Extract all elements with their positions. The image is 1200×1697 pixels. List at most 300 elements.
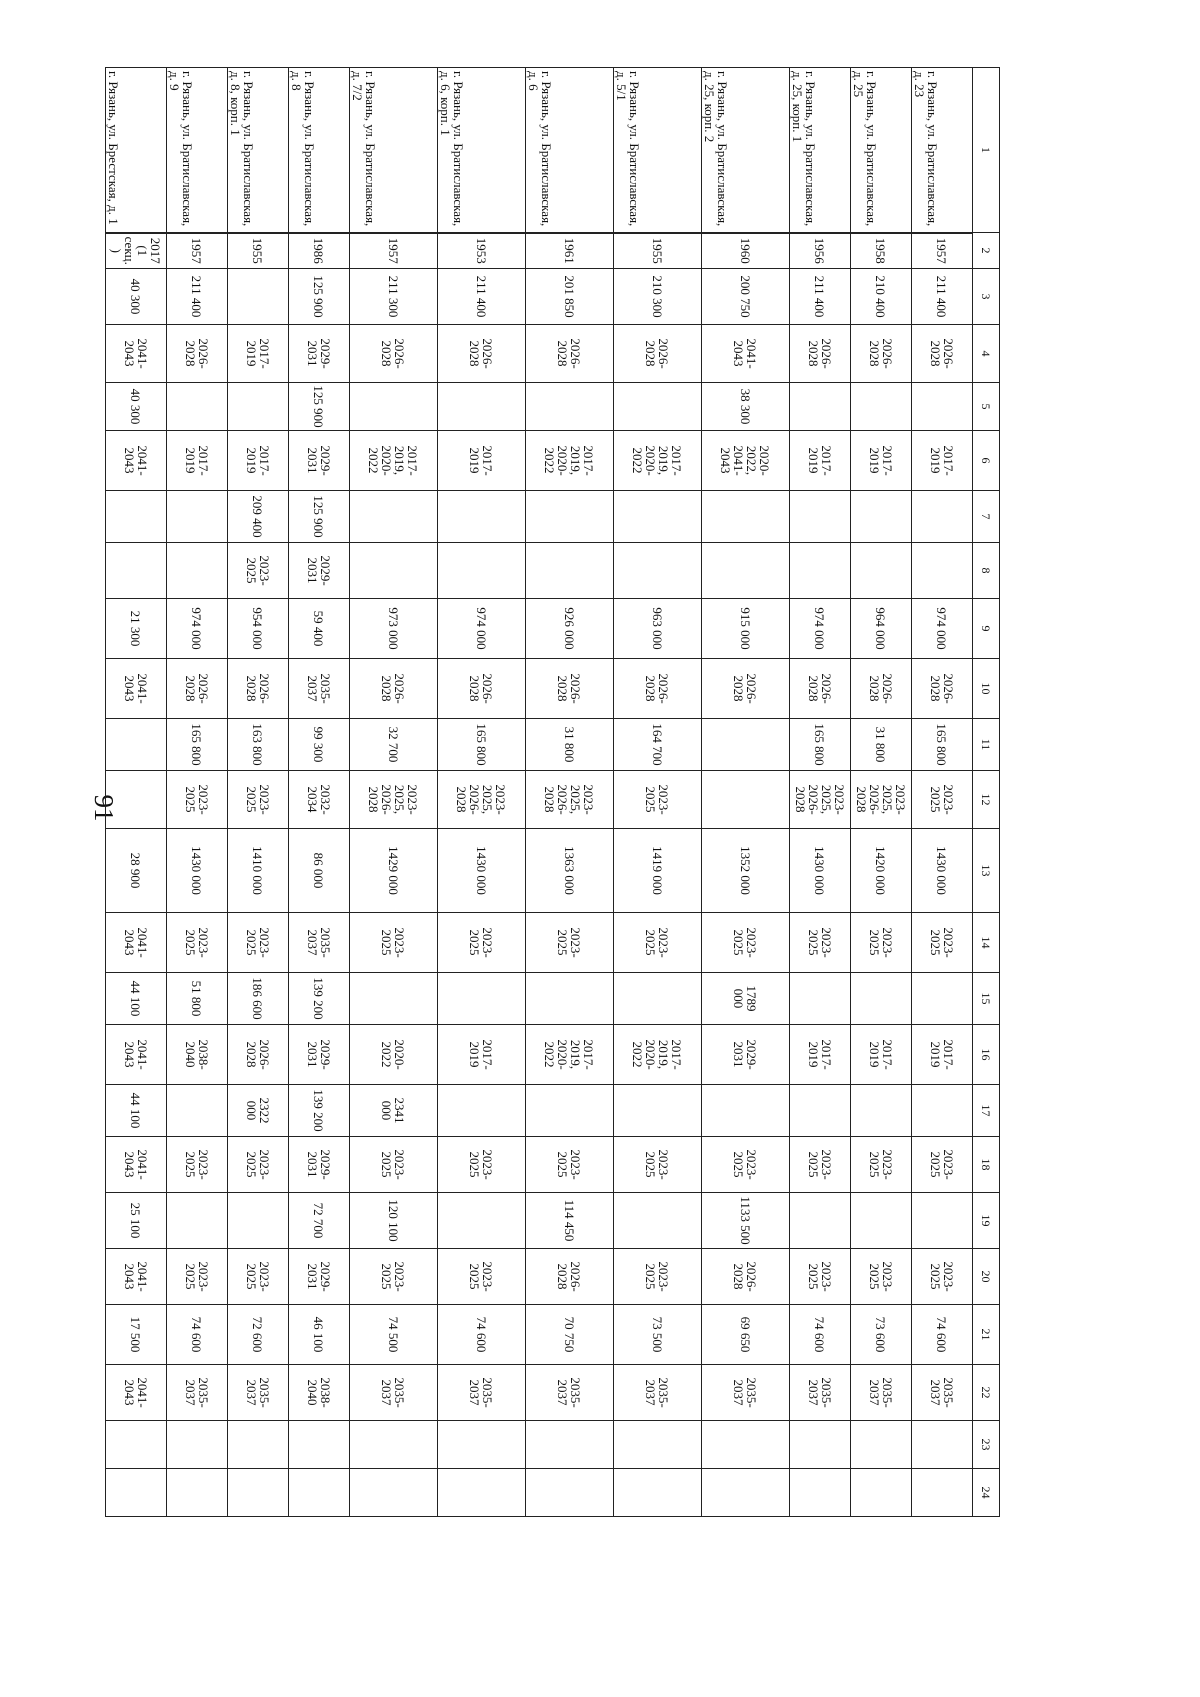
cell-col-8 [614, 543, 702, 599]
cell-col-8 [167, 543, 228, 599]
cell-col-14: 2023-2025 [790, 913, 851, 973]
cell-col-15 [851, 973, 912, 1025]
cell-col-15: 44 100 [106, 973, 167, 1025]
cell-col-10: 2026-2028 [167, 659, 228, 719]
cell-col-6: 2017-2019 [912, 431, 973, 491]
cell-col-7 [350, 491, 438, 543]
cell-col-8 [851, 543, 912, 599]
cell-col-4: 2017-2019 [228, 325, 289, 383]
address-cell: г. Рязань, ул. Братиславская, д. 25, корп. 2 [702, 68, 790, 233]
cell-col-10: 2026-2028 [438, 659, 526, 719]
cell-col-22: 2035-2037 [912, 1365, 973, 1421]
cell-col-4: 2029-2031 [289, 325, 350, 383]
cell-col-23 [289, 1421, 350, 1469]
cell-col-19: 72 700 [289, 1193, 350, 1249]
cell-col-2: 1955 [228, 233, 289, 269]
cell-col-10: 2026-2028 [350, 659, 438, 719]
cell-col-11: 31 800 [851, 719, 912, 771]
cell-col-17: 139 200 [289, 1085, 350, 1137]
cell-col-12: 2023-2025 [167, 771, 228, 829]
table-row [526, 68, 614, 1517]
cell-col-21: 70 750 [526, 1305, 614, 1365]
cell-col-6: 2017-2019 [438, 431, 526, 491]
cell-col-2: 2017 (1 секц.) [106, 233, 167, 269]
cell-col-5 [790, 383, 851, 431]
cell-col-16: 2020-2022 [350, 1025, 438, 1085]
cell-col-2: 1955 [614, 233, 702, 269]
cell-col-12: 2023-2025 [228, 771, 289, 829]
cell-col-8 [526, 543, 614, 599]
address-cell: г. Рязань, ул. Братиславская, д. 5/1 [614, 68, 702, 233]
cell-col-13: 1429 000 [350, 829, 438, 913]
cell-col-20: 2023-2025 [228, 1249, 289, 1305]
cell-col-11: 165 800 [167, 719, 228, 771]
cell-col-22: 2035-2037 [614, 1365, 702, 1421]
column-number-21: 21 [973, 1305, 1000, 1365]
column-number-6: 6 [973, 431, 1000, 491]
cell-col-18: 2023-2025 [438, 1137, 526, 1193]
cell-col-20: 2023-2025 [167, 1249, 228, 1305]
cell-col-7 [702, 491, 790, 543]
cell-col-7 [851, 491, 912, 543]
table-row [790, 68, 851, 1517]
rotated-table-sheet [106, 67, 1000, 1507]
cell-col-18: 2023-2025 [702, 1137, 790, 1193]
cell-col-5 [526, 383, 614, 431]
cell-col-22: 2035-2037 [167, 1365, 228, 1421]
column-number-15: 15 [973, 973, 1000, 1025]
cell-col-12: 2023-2025, 2026-2028 [438, 771, 526, 829]
cell-col-16: 2017-2019 [912, 1025, 973, 1085]
cell-col-5 [350, 383, 438, 431]
address-cell: г. Рязань, ул. Братиславская, д. 9 [167, 68, 228, 233]
cell-col-19: 25 100 [106, 1193, 167, 1249]
cell-col-8 [702, 543, 790, 599]
cell-col-12: 2023-2025, 2026-2028 [790, 771, 851, 829]
cell-col-15 [614, 973, 702, 1025]
cell-col-4: 2026-2028 [790, 325, 851, 383]
cell-col-3: 211 300 [350, 269, 438, 325]
cell-col-10: 2026-2028 [614, 659, 702, 719]
cell-col-18: 2041-2043 [106, 1137, 167, 1193]
cell-col-21: 74 500 [350, 1305, 438, 1365]
cell-col-20: 2041-2043 [106, 1249, 167, 1305]
table-row [289, 68, 350, 1517]
cell-col-24 [614, 1469, 702, 1517]
cell-col-9: 964 000 [851, 599, 912, 659]
cell-col-12: 2023-2025, 2026-2028 [526, 771, 614, 829]
cell-col-20: 2023-2025 [350, 1249, 438, 1305]
cell-col-14: 2023-2025 [438, 913, 526, 973]
cell-col-10: 2041-2043 [106, 659, 167, 719]
table-row [167, 68, 228, 1517]
table-row [702, 68, 790, 1517]
cell-col-17 [851, 1085, 912, 1137]
cell-col-13: 1410 000 [228, 829, 289, 913]
cell-col-21: 74 600 [167, 1305, 228, 1365]
cell-col-7: 209 400 [228, 491, 289, 543]
cell-col-15: 51 800 [167, 973, 228, 1025]
cell-col-21: 74 600 [438, 1305, 526, 1365]
cell-col-16: 2026-2028 [228, 1025, 289, 1085]
cell-col-12: 2032-2034 [289, 771, 350, 829]
cell-col-19: 1133 500 [702, 1193, 790, 1249]
cell-col-12: 2023-2025 [912, 771, 973, 829]
cell-col-20: 2023-2025 [438, 1249, 526, 1305]
cell-col-11: 164 700 [614, 719, 702, 771]
cell-col-4: 2026-2028 [614, 325, 702, 383]
table-row [438, 68, 526, 1517]
cell-col-4: 2026-2028 [350, 325, 438, 383]
cell-col-7 [912, 491, 973, 543]
cell-col-9: 973 000 [350, 599, 438, 659]
cell-col-17 [790, 1085, 851, 1137]
cell-col-3 [228, 269, 289, 325]
cell-col-23 [106, 1421, 167, 1469]
cell-col-12 [702, 771, 790, 829]
table-row [350, 68, 438, 1517]
cell-col-4: 2041-2043 [702, 325, 790, 383]
cell-col-14: 2023-2025 [912, 913, 973, 973]
cell-col-5: 38 300 [702, 383, 790, 431]
cell-col-23 [702, 1421, 790, 1469]
cell-col-22: 2035-2037 [438, 1365, 526, 1421]
cell-col-8 [790, 543, 851, 599]
cell-col-4: 2026-2028 [912, 325, 973, 383]
cell-col-3: 201 850 [526, 269, 614, 325]
cell-col-11: 165 800 [912, 719, 973, 771]
cell-col-8 [106, 543, 167, 599]
column-number-18: 18 [973, 1137, 1000, 1193]
cell-col-15: 139 200 [289, 973, 350, 1025]
cell-col-10: 2035-2037 [289, 659, 350, 719]
cell-col-10: 2026-2028 [851, 659, 912, 719]
cell-col-4: 2026-2028 [438, 325, 526, 383]
cell-col-22: 2035-2037 [228, 1365, 289, 1421]
cell-col-14: 2023-2025 [350, 913, 438, 973]
cell-col-18: 2023-2025 [790, 1137, 851, 1193]
cell-col-15 [912, 973, 973, 1025]
cell-col-9: 915 000 [702, 599, 790, 659]
cell-col-18: 2023-2025 [167, 1137, 228, 1193]
cell-col-20: 2023-2025 [912, 1249, 973, 1305]
cell-col-19 [228, 1193, 289, 1249]
cell-col-21: 72 600 [228, 1305, 289, 1365]
cell-col-13: 28 900 [106, 829, 167, 913]
cell-col-8 [438, 543, 526, 599]
cell-col-2: 1956 [790, 233, 851, 269]
cell-col-17 [614, 1085, 702, 1137]
cell-col-13: 1430 000 [167, 829, 228, 913]
column-number-2: 2 [973, 233, 1000, 269]
cell-col-3: 211 400 [912, 269, 973, 325]
cell-col-15 [350, 973, 438, 1025]
cell-col-22: 2035-2037 [350, 1365, 438, 1421]
address-cell: г. Рязань, ул. Братиславская, д. 23 [912, 68, 973, 233]
cell-col-5 [228, 383, 289, 431]
cell-col-24 [167, 1469, 228, 1517]
cell-col-6: 2017-2019, 2020-2022 [526, 431, 614, 491]
cell-col-6: 2017-2019 [851, 431, 912, 491]
cell-col-14: 2023-2025 [167, 913, 228, 973]
cell-col-16: 2017-2019 [438, 1025, 526, 1085]
cell-col-23 [790, 1421, 851, 1469]
cell-col-3: 210 300 [614, 269, 702, 325]
cell-col-3: 211 400 [167, 269, 228, 325]
cell-col-19: 120 100 [350, 1193, 438, 1249]
table-row [912, 68, 973, 1517]
cell-col-13: 1420 000 [851, 829, 912, 913]
cell-col-14: 2023-2025 [228, 913, 289, 973]
column-number-3: 3 [973, 269, 1000, 325]
cell-col-17: 2341 000 [350, 1085, 438, 1137]
cell-col-13: 1430 000 [790, 829, 851, 913]
cell-col-24 [790, 1469, 851, 1517]
cell-col-13: 1363 000 [526, 829, 614, 913]
cell-col-22: 2035-2037 [790, 1365, 851, 1421]
column-number-row [973, 68, 1000, 1517]
cell-col-19 [167, 1193, 228, 1249]
cell-col-8 [912, 543, 973, 599]
cell-col-22: 2035-2037 [702, 1365, 790, 1421]
cell-col-24 [526, 1469, 614, 1517]
cell-col-3: 211 400 [438, 269, 526, 325]
cell-col-11: 165 800 [790, 719, 851, 771]
cell-col-19 [790, 1193, 851, 1249]
cell-col-24 [228, 1469, 289, 1517]
cell-col-19 [438, 1193, 526, 1249]
cell-col-22: 2035-2037 [526, 1365, 614, 1421]
cell-col-2: 1957 [350, 233, 438, 269]
cell-col-20: 2023-2025 [790, 1249, 851, 1305]
cell-col-2: 1953 [438, 233, 526, 269]
cell-col-3: 210 400 [851, 269, 912, 325]
cell-col-21: 74 600 [912, 1305, 973, 1365]
cell-col-6: 2017-2019, 2020-2022 [614, 431, 702, 491]
column-number-9: 9 [973, 599, 1000, 659]
address-cell: г. Рязань, ул. Братиславская, д. 25, корп. 1 [790, 68, 851, 233]
cell-col-11 [106, 719, 167, 771]
cell-col-6: 2017-2019, 2020-2022 [350, 431, 438, 491]
page-number: 91 [89, 794, 119, 822]
cell-col-16: 2041-2043 [106, 1025, 167, 1085]
column-number-14: 14 [973, 913, 1000, 973]
column-number-4: 4 [973, 325, 1000, 383]
cell-col-20: 2023-2025 [614, 1249, 702, 1305]
cell-col-18: 2023-2025 [614, 1137, 702, 1193]
cell-col-3: 200 750 [702, 269, 790, 325]
cell-col-17: 44 100 [106, 1085, 167, 1137]
cell-col-17 [438, 1085, 526, 1137]
cell-col-17 [702, 1085, 790, 1137]
cell-col-24 [702, 1469, 790, 1517]
cell-col-23 [350, 1421, 438, 1469]
cell-col-16: 2017-2019, 2020-2022 [614, 1025, 702, 1085]
cell-col-13: 1430 000 [438, 829, 526, 913]
address-cell: г. Рязань, ул. Братиславская, д. 7/2 [350, 68, 438, 233]
cell-col-2: 1986 [289, 233, 350, 269]
cell-col-17 [912, 1085, 973, 1137]
cell-col-5 [438, 383, 526, 431]
cell-col-5 [912, 383, 973, 431]
cell-col-17 [167, 1085, 228, 1137]
cell-col-19 [912, 1193, 973, 1249]
cell-col-9: 974 000 [167, 599, 228, 659]
cell-col-15 [790, 973, 851, 1025]
cell-col-20: 2026-2028 [526, 1249, 614, 1305]
cell-col-13: 1352 000 [702, 829, 790, 913]
table-row [851, 68, 912, 1517]
column-number-8: 8 [973, 543, 1000, 599]
address-cell: г. Рязань, ул. Брестская, д. 1 [106, 68, 167, 233]
column-number-23: 23 [973, 1421, 1000, 1469]
cell-col-12: 2023-2025, 2026-2028 [350, 771, 438, 829]
column-number-10: 10 [973, 659, 1000, 719]
cell-col-21: 46 100 [289, 1305, 350, 1365]
column-number-20: 20 [973, 1249, 1000, 1305]
cell-col-4: 2041-2043 [106, 325, 167, 383]
cell-col-8: 2029-2031 [289, 543, 350, 599]
column-number-7: 7 [973, 491, 1000, 543]
repair-schedule-table [105, 67, 1000, 1517]
cell-col-10: 2026-2028 [790, 659, 851, 719]
cell-col-24 [851, 1469, 912, 1517]
address-cell: г. Рязань, ул. Братиславская, д. 6, корп. 1 [438, 68, 526, 233]
cell-col-9: 974 000 [790, 599, 851, 659]
cell-col-18: 2023-2025 [912, 1137, 973, 1193]
column-number-12: 12 [973, 771, 1000, 829]
cell-col-24 [350, 1469, 438, 1517]
cell-col-24 [438, 1469, 526, 1517]
cell-col-16: 2017-2019 [851, 1025, 912, 1085]
cell-col-7 [790, 491, 851, 543]
cell-col-2: 1958 [851, 233, 912, 269]
cell-col-2: 1961 [526, 233, 614, 269]
cell-col-18: 2023-2025 [228, 1137, 289, 1193]
cell-col-5 [614, 383, 702, 431]
cell-col-21: 74 600 [790, 1305, 851, 1365]
cell-col-12 [106, 771, 167, 829]
cell-col-9: 926 000 [526, 599, 614, 659]
cell-col-20: 2029-2031 [289, 1249, 350, 1305]
table-row [106, 68, 167, 1517]
cell-col-23 [614, 1421, 702, 1469]
cell-col-15 [526, 973, 614, 1025]
cell-col-24 [106, 1469, 167, 1517]
cell-col-20: 2026-2028 [702, 1249, 790, 1305]
cell-col-18: 2023-2025 [350, 1137, 438, 1193]
cell-col-11: 32 700 [350, 719, 438, 771]
cell-col-23 [912, 1421, 973, 1469]
cell-col-10: 2026-2028 [702, 659, 790, 719]
cell-col-22: 2038-2040 [289, 1365, 350, 1421]
cell-col-22: 2041-2043 [106, 1365, 167, 1421]
cell-col-6: 2017-2019 [167, 431, 228, 491]
cell-col-8 [350, 543, 438, 599]
cell-col-9: 954 000 [228, 599, 289, 659]
cell-col-9: 59 400 [289, 599, 350, 659]
cell-col-23 [167, 1421, 228, 1469]
cell-col-9: 963 000 [614, 599, 702, 659]
column-number-11: 11 [973, 719, 1000, 771]
cell-col-22: 2035-2037 [851, 1365, 912, 1421]
column-number-5: 5 [973, 383, 1000, 431]
column-number-16: 16 [973, 1025, 1000, 1085]
cell-col-13: 1430 000 [912, 829, 973, 913]
cell-col-14: 2035-2037 [289, 913, 350, 973]
cell-col-7 [614, 491, 702, 543]
address-cell: г. Рязань, ул. Братиславская, д. 25 [851, 68, 912, 233]
cell-col-15: 186 600 [228, 973, 289, 1025]
cell-col-10: 2026-2028 [228, 659, 289, 719]
cell-col-21: 73 500 [614, 1305, 702, 1365]
cell-col-7 [167, 491, 228, 543]
cell-col-14: 2023-2025 [851, 913, 912, 973]
cell-col-9: 21 300 [106, 599, 167, 659]
column-number-19: 19 [973, 1193, 1000, 1249]
cell-col-24 [289, 1469, 350, 1517]
cell-col-14: 2041-2043 [106, 913, 167, 973]
cell-col-11: 165 800 [438, 719, 526, 771]
cell-col-14: 2023-2025 [614, 913, 702, 973]
cell-col-15: 1789 000 [702, 973, 790, 1025]
cell-col-14: 2023-2025 [526, 913, 614, 973]
cell-col-11 [702, 719, 790, 771]
cell-col-21: 69 650 [702, 1305, 790, 1365]
column-number-1: 1 [973, 68, 1000, 233]
cell-col-5 [167, 383, 228, 431]
cell-col-18: 2029-2031 [289, 1137, 350, 1193]
cell-col-11: 163 800 [228, 719, 289, 771]
cell-col-2: 1960 [702, 233, 790, 269]
cell-col-23 [228, 1421, 289, 1469]
cell-col-3: 211 400 [790, 269, 851, 325]
cell-col-6: 2020-2022, 2041-2043 [702, 431, 790, 491]
cell-col-2: 1957 [167, 233, 228, 269]
cell-col-5 [851, 383, 912, 431]
cell-col-3: 125 900 [289, 269, 350, 325]
cell-col-11: 31 800 [526, 719, 614, 771]
cell-col-4: 2026-2028 [167, 325, 228, 383]
cell-col-16: 2017-2019 [790, 1025, 851, 1085]
cell-col-5: 125 900 [289, 383, 350, 431]
cell-col-16: 2038-2040 [167, 1025, 228, 1085]
cell-col-15 [438, 973, 526, 1025]
cell-col-9: 974 000 [438, 599, 526, 659]
cell-col-16: 2029-2031 [702, 1025, 790, 1085]
cell-col-3: 40 300 [106, 269, 167, 325]
cell-col-19 [851, 1193, 912, 1249]
cell-col-10: 2026-2028 [526, 659, 614, 719]
cell-col-16: 2017-2019, 2020-2022 [526, 1025, 614, 1085]
cell-col-13: 86 000 [289, 829, 350, 913]
cell-col-7: 125 900 [289, 491, 350, 543]
cell-col-4: 2026-2028 [526, 325, 614, 383]
cell-col-23 [526, 1421, 614, 1469]
column-number-22: 22 [973, 1365, 1000, 1421]
column-number-17: 17 [973, 1085, 1000, 1137]
column-number-24: 24 [973, 1469, 1000, 1517]
cell-col-17 [526, 1085, 614, 1137]
cell-col-19: 114 450 [526, 1193, 614, 1249]
cell-col-18: 2023-2025 [851, 1137, 912, 1193]
address-cell: г. Рязань, ул. Братиславская, д. 8, корп. 1 [228, 68, 289, 233]
cell-col-14: 2023-2025 [702, 913, 790, 973]
cell-col-7 [106, 491, 167, 543]
cell-col-6: 2017-2019 [790, 431, 851, 491]
cell-col-12: 2023-2025, 2026-2028 [851, 771, 912, 829]
address-cell: г. Рязань, ул. Братиславская, д. 6 [526, 68, 614, 233]
